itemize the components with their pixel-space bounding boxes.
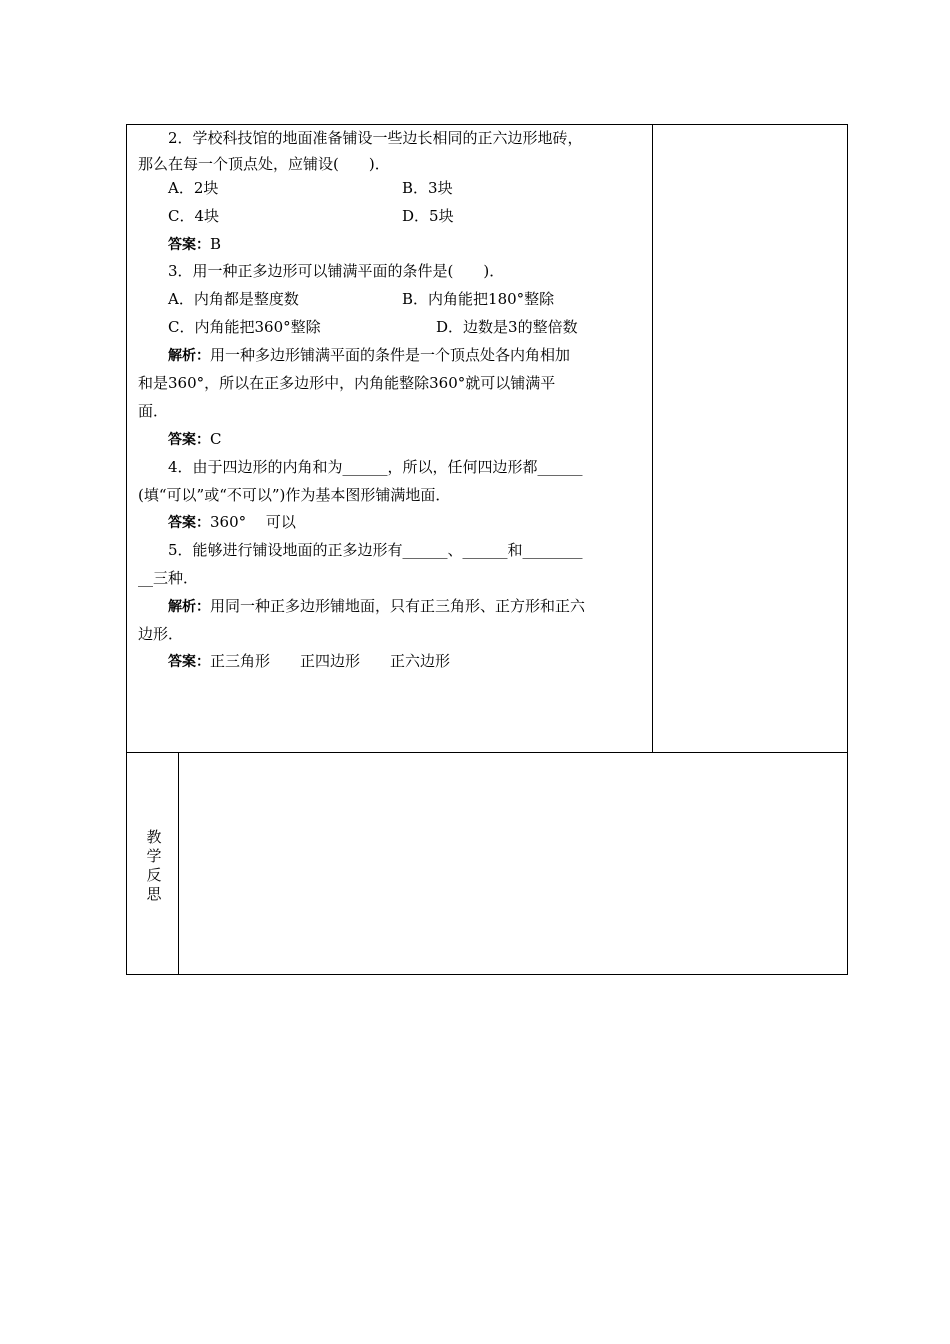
- q3-answer-value: C: [210, 430, 222, 448]
- q3-analysis-line3: 面．: [138, 402, 169, 420]
- q5-analysis-line2: 边形．: [138, 625, 184, 643]
- teaching-reflection-label: [140, 828, 168, 904]
- answer-label: 答案：: [168, 654, 210, 670]
- q2-option-c: C．4块: [168, 207, 220, 225]
- q3-option-a: A．内角都是整度数: [168, 290, 299, 308]
- answer-label: 答案：: [168, 515, 210, 531]
- q2-option-a: A．2块: [168, 179, 219, 197]
- column-divider-top: [652, 125, 653, 752]
- column-divider-bottom: [178, 752, 179, 975]
- q3-option-b: B．内角能把180°整除: [402, 290, 555, 308]
- q5-line1: 5．能够进行铺设地面的正多边形有______、______和________: [168, 541, 583, 559]
- q5-analysis-text1: 用同一种正多边形铺地面，只有正三角形、正方形和正六: [210, 597, 586, 615]
- row-divider: [127, 752, 847, 753]
- q3-analysis-line1: [138, 343, 570, 367]
- q4-line2: (填“可以”或“不可以”)作为基本图形铺满地面．: [138, 486, 451, 504]
- q3-options-ab: [138, 287, 646, 311]
- reflection-char: 学: [146, 847, 162, 865]
- q2-option-b: B．3块: [402, 179, 453, 197]
- q3-line1: 3．用一种正多边形可以铺满平面的条件是( )．: [168, 262, 505, 280]
- q5-answer: [138, 649, 450, 673]
- reflection-char: 反: [146, 866, 162, 884]
- q2-answer-value: B: [210, 235, 222, 253]
- q3-options-cd: [138, 315, 646, 339]
- q5-line2: __三种．: [138, 569, 199, 587]
- q2-option-d: D．5块: [402, 207, 454, 225]
- reflection-char: 思: [146, 885, 162, 903]
- q2-answer: [138, 232, 221, 256]
- reflection-char: 教: [146, 828, 162, 846]
- answer-label: 答案：: [168, 432, 210, 448]
- q3-option-c: C．内角能把360°整除: [168, 318, 321, 336]
- q4-line1: 4．由于四边形的内角和为______，所以，任何四边形都______: [168, 458, 583, 476]
- analysis-label: 解析：: [168, 599, 210, 615]
- q4-answer: [138, 510, 296, 534]
- q2-options-ab: [138, 176, 646, 200]
- q3-analysis-line2: 和是360°，所以在正多边形中，内角能整除360°就可以铺满平: [138, 374, 556, 392]
- q5-analysis-line1: [138, 594, 585, 618]
- q5-answer-value: 正三角形 正四边形 正六边形: [210, 652, 451, 670]
- answer-label: 答案：: [168, 237, 210, 253]
- q3-option-d: D．边数是3的整倍数: [436, 318, 578, 336]
- q3-answer: [138, 427, 221, 451]
- q4-answer-value: 360° 可以: [210, 513, 296, 531]
- q2-options-cd: [138, 204, 646, 228]
- q2-line1: 2．学校科技馆的地面准备铺设一些边长相同的正六边形地砖，: [168, 129, 583, 147]
- q3-analysis-text1: 用一种多边形铺满平面的条件是一个顶点处各内角相加: [210, 346, 571, 364]
- q2-line2: 那么在每一个顶点处，应铺设( )．: [138, 155, 390, 173]
- analysis-label: 解析：: [168, 348, 210, 364]
